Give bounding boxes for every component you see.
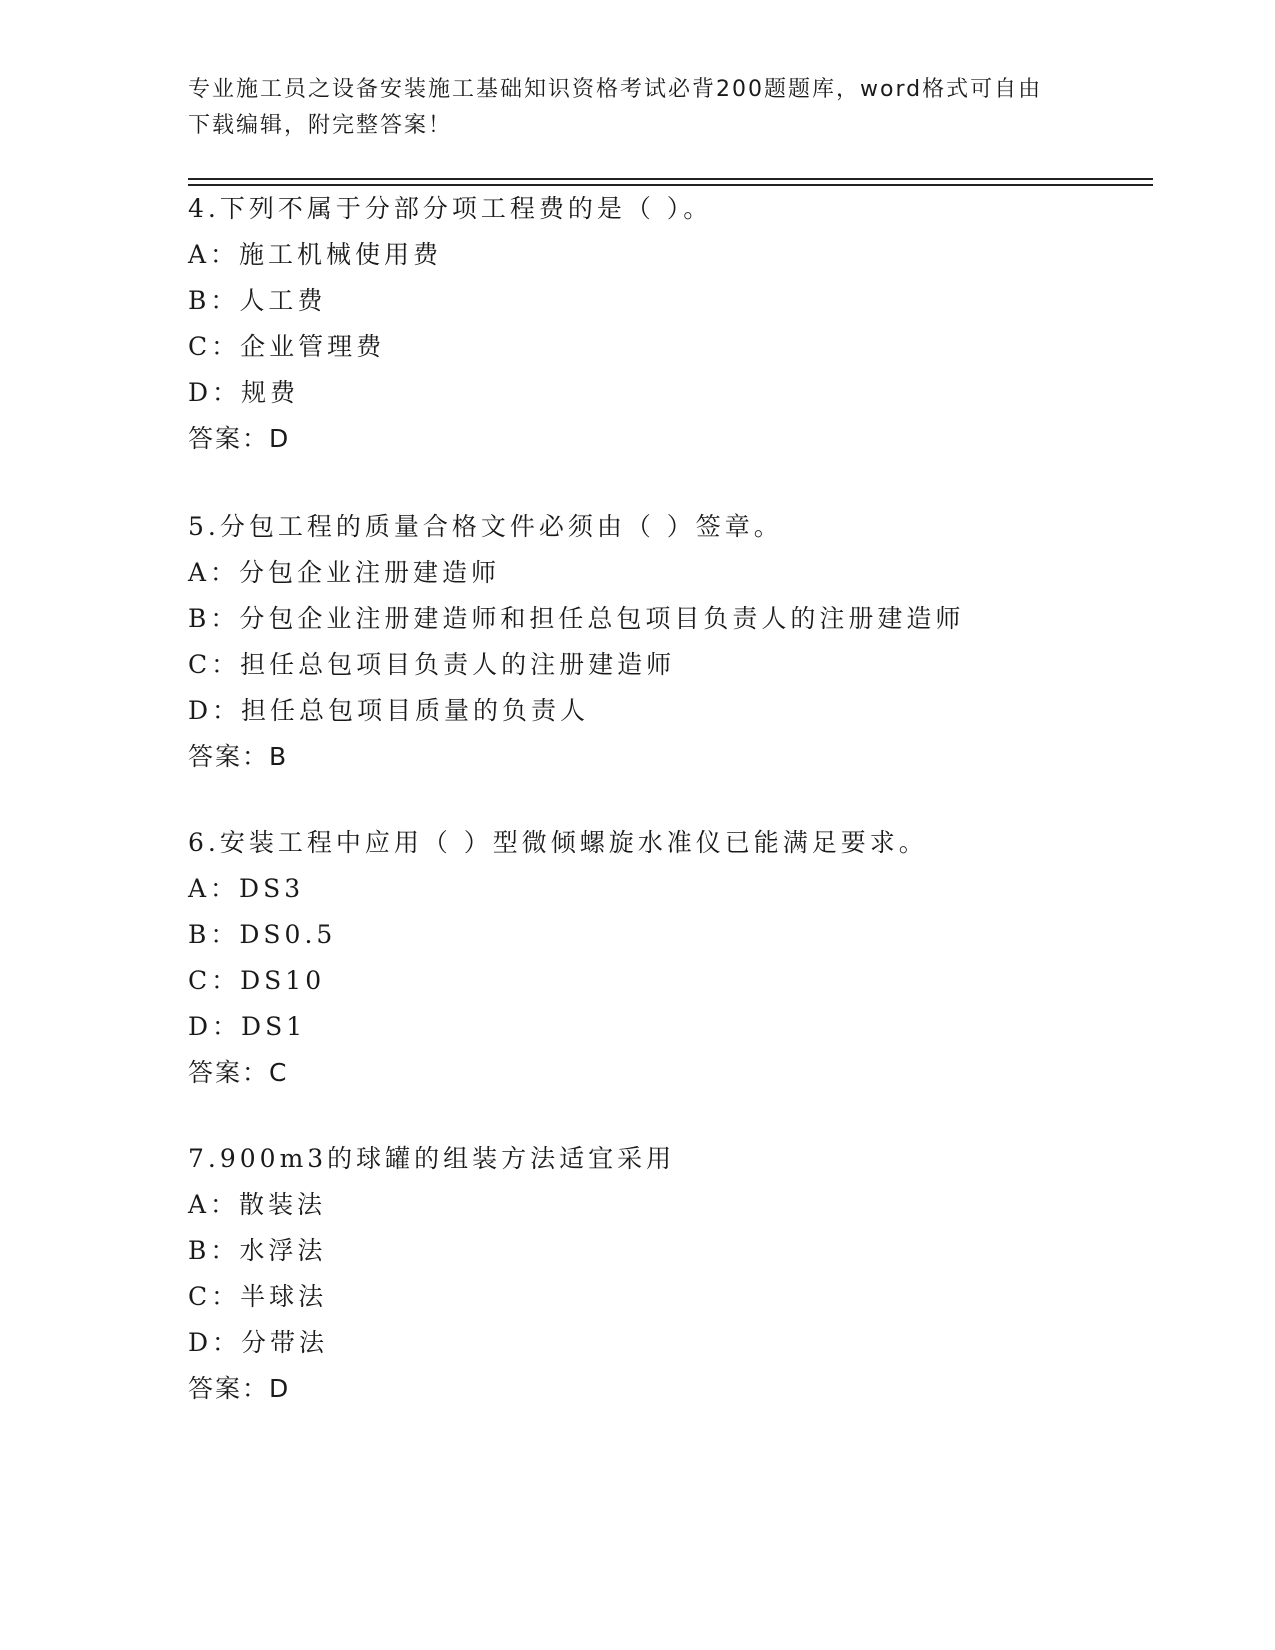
- question-stem: 5.分包工程的质量合格文件必须由（ ）签章。: [188, 512, 783, 541]
- question-stem: 4.下列不属于分部分项工程费的是（ ）。: [188, 194, 713, 223]
- question-stem: 6.安装工程中应用（ ）型微倾螺旋水准仪已能满足要求。: [188, 828, 928, 857]
- option-a: A：散装法: [188, 1190, 327, 1219]
- question-block-7: [188, 1136, 1168, 1412]
- option-b: B：人工费: [188, 286, 327, 315]
- header-divider-top: [188, 178, 1153, 180]
- option-d: D：担任总包项目质量的负责人: [188, 696, 590, 725]
- option-b: B：分包企业注册建造师和担任总包项目负责人的注册建造师: [188, 604, 965, 633]
- question-stem: 7.900m3的球罐的组装方法适宜采用: [188, 1144, 676, 1173]
- option-a: A：分包企业注册建造师: [188, 558, 501, 587]
- answer-line: 答案：C: [188, 1058, 289, 1087]
- option-b: B：水浮法: [188, 1236, 327, 1265]
- option-d: D：规费: [188, 378, 300, 407]
- answer-line: 答案：B: [188, 742, 289, 771]
- option-c: C：DS10: [188, 966, 326, 995]
- option-c: C：半球法: [188, 1282, 328, 1311]
- option-d: D：DS1: [188, 1012, 307, 1041]
- option-c: C：企业管理费: [188, 332, 386, 361]
- option-a: A：施工机械使用费: [188, 240, 443, 269]
- answer-line: 答案：D: [188, 1374, 291, 1403]
- header-line-2: 下载编辑，附完整答案！: [188, 113, 453, 138]
- option-d: D：分带法: [188, 1328, 329, 1357]
- option-b: B：DS0.5: [188, 920, 337, 949]
- question-block-5: [188, 504, 1168, 780]
- question-block-6: [188, 820, 1168, 1096]
- header-line-1: 专业施工员之设备安装施工基础知识资格考试必背200题题库，word格式可自由: [188, 77, 1043, 102]
- question-block-4: [188, 186, 1168, 462]
- answer-line: 答案：D: [188, 424, 291, 453]
- option-c: C：担任总包项目负责人的注册建造师: [188, 650, 676, 679]
- option-a: A：DS3: [188, 874, 305, 903]
- document-header: [188, 72, 1088, 144]
